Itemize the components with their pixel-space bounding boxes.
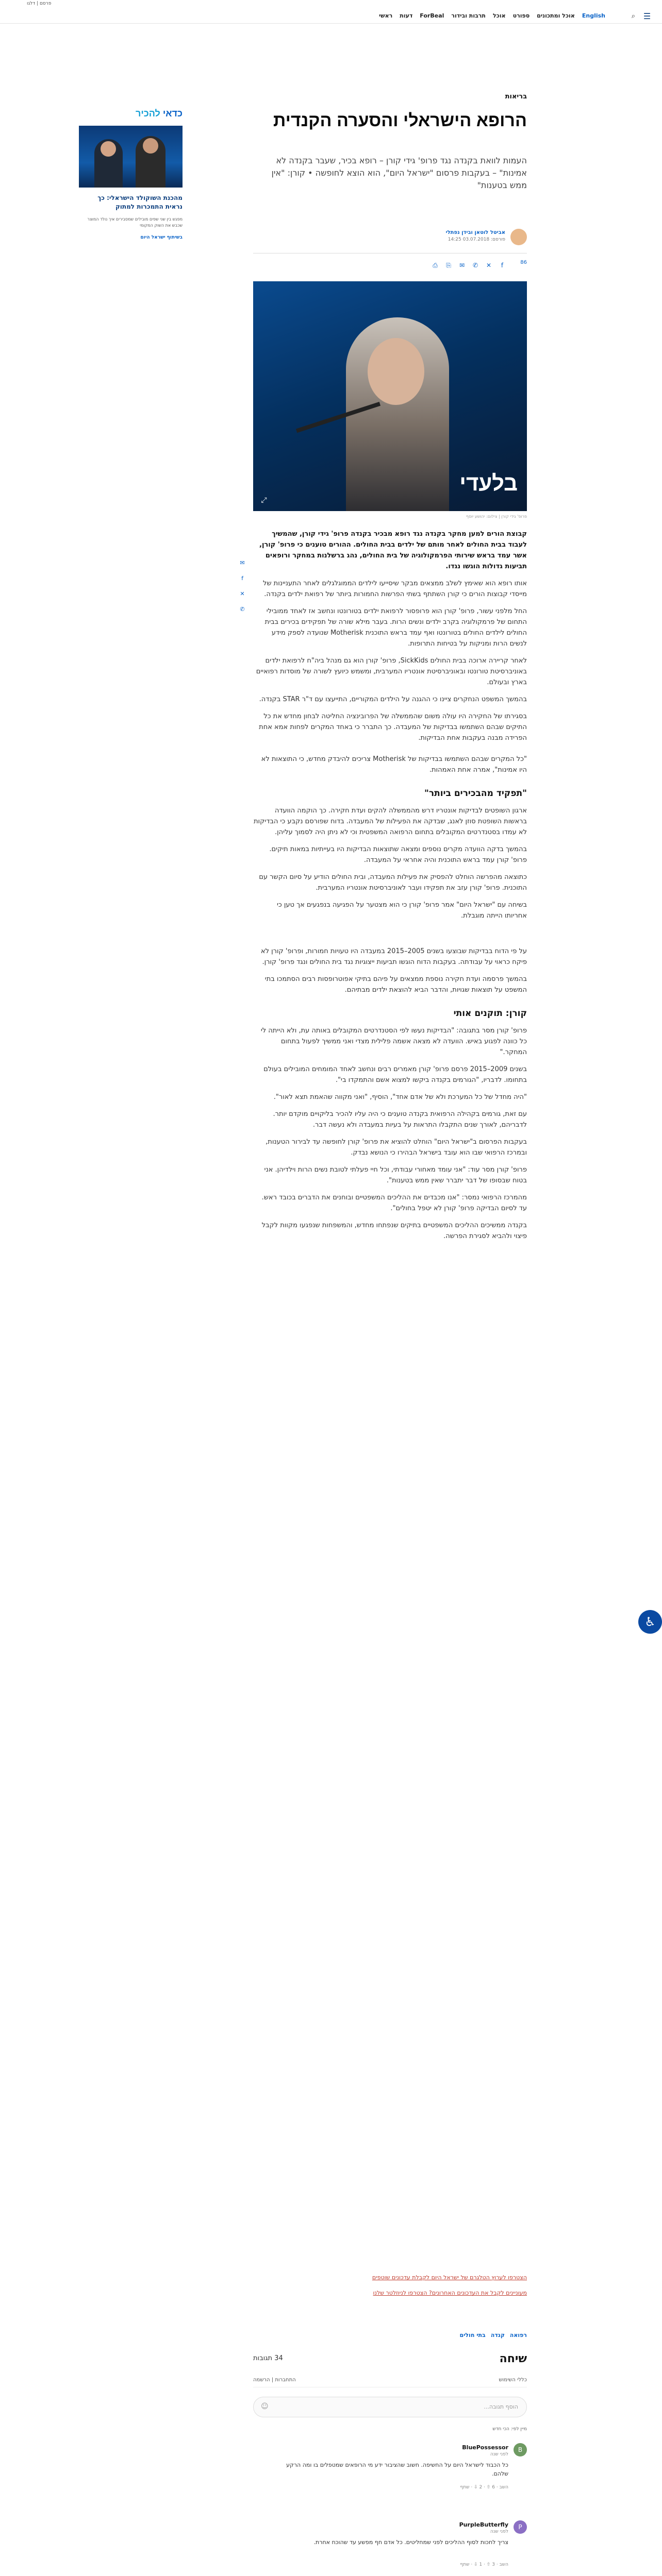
whatsapp-share-icon[interactable]: ✆ <box>472 262 478 269</box>
commenter-name[interactable]: BluePossessor <box>462 2444 508 2451</box>
comment-date: לפני שנה <box>490 2452 508 2457</box>
extra-link[interactable]: הצטרפו לערוץ הטלגרם של ישראל היום לקבלת עדכונים שוטפים <box>372 2274 527 2281</box>
link-share-icon[interactable]: ⎘ <box>446 262 451 269</box>
emoji-icon[interactable]: ☺ <box>261 2402 269 2411</box>
hero-face <box>368 338 424 405</box>
hero-image[interactable] <box>253 281 527 511</box>
article-paragraph: בקנדה ממשיכים ההליכים המשפטיים בתיקים שנפתחו מחדש, והמשפחות שנפגעו מקוות לקבל פיצוי ולהביא לסגירת הפרשה. <box>261 1222 527 1240</box>
comments-sort[interactable]: מיין לפי: הכי חדש <box>492 2427 527 2432</box>
article-paragraph: פרופ' קורן מסר בתגובה: "הבדיקות נעשו לפי הסטנדרטים המקובלים באותה עת, ולא הייתה לי כל כוונה לפגוע באיש. הוועדה לא מצאה אשמה פלילית מצדי ואני ממשיך לפעול בתחום המחקר." <box>260 1027 527 1056</box>
page <box>0 24 662 2576</box>
comment-text: צריך לחכות לסוף ההליכים לפני שמחליטים. כל אדם חף מפשע עד שהוכח אחרת. <box>313 2539 508 2546</box>
article-paragraph: בשנים 2009–2015 פרסם פרופ' קורן מאמרים רבים ונחשב לאחד המומחים המובילים בעולם בתחומו. לדבריו, "הגורמים בקנדה ביקשו למצוא אשם והתמקדו בי". <box>263 1065 527 1084</box>
article-paragraph: בעקבות הפרסום ב"ישראל היום" הוחלט להוציא את פרופ' קורן לחופשה עד לבירור הטענות, ובמרכז הרפואי שבו הוא עובד בישראל הבהירו כי הנושא נבדק. <box>266 1138 527 1157</box>
tag-link[interactable]: רפואה <box>509 2332 527 2338</box>
facebook-share-icon[interactable]: f <box>501 262 504 269</box>
twitter-icon[interactable]: ✕ <box>240 590 245 597</box>
sidebar-kicker-b: להכיר <box>135 108 160 118</box>
comment-date: לפני שנה <box>490 2529 508 2534</box>
menu-icon[interactable]: ☰ <box>643 11 651 21</box>
nav-item-5[interactable]: ForBeal <box>420 12 444 19</box>
commenter-avatar[interactable]: P <box>514 2520 527 2534</box>
tag-link[interactable]: בתי חולים <box>459 2332 486 2338</box>
expand-icon[interactable]: ⤢ <box>261 496 267 504</box>
whatsapp-icon[interactable]: ✆ <box>240 606 245 613</box>
sidebar-promo-title[interactable]: מהכנת השוקולד הישראלי: כך נראית התמכרות למתוק <box>97 194 183 210</box>
facebook-icon[interactable]: f <box>241 575 243 582</box>
print-icon[interactable]: ⎙ <box>433 262 438 269</box>
main-navbar <box>0 9 662 24</box>
article-paragraph: קבוצת הורים למען מחקר בקנדה נגד רופא מבכיר בקנדה פרופ' גידי קורן, שהמשיך לעבוד בבית החולים לאחר מותם של ילדים בבית החולים. ההורים טוענים כי פרופ' קורן, אשר עמד בראש שירותי הפרמקולוגיה של בית החולים, נהג ברשלנות במחקר ורופאים תביעות גדולות הוגשו נגדו. <box>259 530 527 570</box>
comments-count: 34 תגובות <box>253 2354 283 2362</box>
article-paragraph: בסגירתו של החקירה היו עולה משום שהממשלה של הפרובינציה החליטה לבחון מחדש את כל התיקים שבהם השתמשו בבדיקות של המעבדה. כך התברר כי באחד המקרים לפחות אמא אחת הפרידה מבנה בעקבות אחת הבדיקות. <box>259 713 527 742</box>
accessibility-icon[interactable]: ♿ <box>638 1610 662 1634</box>
nav-item-1[interactable]: אוכל ומתכונים <box>537 12 575 19</box>
article-paragraph: החל מלפני עשור, פרופ' קורן הוא פרופסור לרפואת ילדים בטורונטו ונחשב אז לאחד ממובילי התחום של פרמקולוגיה בקרב ילדים ונשים הרות. בעבר מילא שורה של תפקידים בכירים בבית החולים לילדים החולים בטורונטו ואף עמד בראש התוכנית Motherisk שנועדה לספק מידע לנשים הרות ומניקות על בטיחות התרופות. <box>264 607 527 648</box>
comment-item <box>253 2520 527 2576</box>
sidebar-promo-desc: מפגש בין שני שפים מובילים שמסבירים איך נולד המוצר שכבש את השוק המקומי <box>87 217 183 228</box>
email-share-icon[interactable]: ✉ <box>459 262 465 269</box>
exclusive-tag: בלעדי <box>459 471 518 495</box>
paragraphs-b <box>253 805 527 921</box>
tag-link[interactable]: קנדה <box>490 2332 505 2338</box>
article-paragraph: בהמשך המשפט הנחקרים ציינו כי ההגנה על הילדים המקוריים, התייעצו עם ד"ר STAR בקנדה. <box>259 696 527 703</box>
paragraphs-d <box>253 1025 527 1242</box>
breadcrumb[interactable]: בריאות <box>505 93 527 100</box>
sidebar-promo-image[interactable] <box>79 126 183 188</box>
commenter-avatar[interactable]: B <box>514 2443 527 2456</box>
article-paragraph: ארגון השופטים לבדיקות אונטריו דרש מהממשלה להקים ועדת חקירה. כך הוקמה הוועדה בראשות השופטת סוזן לאנג, שבדקה את הפעילות של המעבדה. בדוח שפורסם נקבע כי הבדיקות לא עמדו בסטנדרטים המקובלים בתחום הרפואה המשפטית וכי לא ניתן היה לסמוך עליהן. <box>254 807 527 836</box>
article-quote: "כל המקרים שבהם השתמשו בבדיקות של Motherisk צריכים להיבדק מחדש, כי התוצאות לא היו אמינות", אמרה אחת האמהות. <box>261 755 527 774</box>
top-strip <box>0 0 662 9</box>
sidebar-kicker <box>136 108 183 119</box>
article-paragraph: מהמרכז הרפואי נמסר: "אנו מכבדים את ההליכים המשפטיים ובוחנים את הדברים בכובד ראש. עד לסיום הבדיקה פרופ' קורן לא יטפל בחולים". <box>261 1194 527 1212</box>
article-paragraph: לאחר קריירה ארוכה בבית החולים SickKids, פרופ' קורן הוא גם מנהל ביה"ח לרפואת ילדים באוניברסיטת טורונטו ובאוניברסיטת אונטריו המערבית, ומשמש כיועץ לשורה של מוסדות רפואיים בארץ ובעולם. <box>256 657 527 686</box>
paragraphs-a <box>253 529 527 743</box>
publish-date: פורסם: 03.07.2018 14:25 <box>448 237 505 242</box>
commenter-name[interactable]: PurpleButterfly <box>459 2521 508 2528</box>
article-headline: הרופא הישראלי והסערה הקנדית <box>273 111 527 130</box>
sidebar-kicker-a: כדאי <box>160 108 183 118</box>
comments-title: שיחה <box>499 2352 527 2365</box>
article-paragraph: בהמשך בדקה הוועדה מקרים נוספים ומצאה שתוצאות הבדיקות היו בעייתיות במאות תיקים. פרופ' קורן עמד בראש התוכנית והיה אחראי על המעבדה. <box>269 845 527 864</box>
article-body <box>253 529 527 1248</box>
extra-link[interactable]: מעוניינים לקבל את העדכונים האחרונים? הצטרפו לניוזלטר שלנו <box>373 2290 527 2296</box>
article-paragraph: בהמשך פרסמה ועדת חקירה נוספת ממצאים על פיהם בתיקי אפוטרופסות רבים הסתמכו בתי המשפט על תוצאות שגויות, והדבר הביא להוצאת ילדים מבתיהם. <box>264 975 527 994</box>
author-name[interactable]: אביטל לוטאן ובידן נפתלי <box>445 230 505 235</box>
subheading-2: קורן: תוקנים אותי <box>453 1008 527 1019</box>
search-icon[interactable]: ⌕ <box>631 12 635 20</box>
comment-text: כל הכבוד לישראל היום על החשיפה. חשוב שהציבור ידע מי הרופאים שמטפלים בו ומה הרקע שלהם. <box>286 2462 508 2477</box>
nav-item-4[interactable]: תרבות ובידור <box>451 12 486 19</box>
comments-section <box>253 2352 527 2567</box>
article-tags <box>253 2332 527 2338</box>
article-paragraph: כתוצאה מהפרשה הוחלט להפסיק את פעילות המעבדה, ובית החולים הודיע על סיום הקשר עם התוכנית. פרופ' קורן עזב את תפקידו ועבר לאוניברסיטת אונטריו המערבית. <box>259 873 527 892</box>
comments-rules-link[interactable]: כללי השימוש <box>499 2377 527 2383</box>
article-paragraph: בשיחה עם "ישראל היום" אמר פרופ' קורן כי הוא מצטער על הפגיעה בנפגעים אך טען כי אחריותו הייתה מוגבלת. <box>276 901 527 920</box>
article-paragraph: עם זאת, גורמים בקהילה הרפואית בקנדה טוענים כי היה עליו להכיר בליקויים מוקדם יותר. לדבריהם, לאורך שנים התקבלו התראות על בעיות במעבדה ולא נעשה דבר. <box>273 1110 527 1129</box>
vertical-share-bar <box>238 560 246 621</box>
email-icon[interactable]: ✉ <box>240 560 245 566</box>
promo-face-right <box>143 138 158 154</box>
image-credit: פרופ' גידי קורן | צילום: יהושע יוסף <box>466 514 527 519</box>
twitter-share-icon[interactable]: ✕ <box>486 262 492 269</box>
nav-item-2[interactable]: ספורט <box>512 12 530 19</box>
nav-items <box>379 12 605 19</box>
subheading-1: "תפקיד מהבכירים ביותר" <box>424 788 527 799</box>
author-row <box>253 228 527 253</box>
paragraphs-c <box>253 946 527 995</box>
article-subhead: העמות לוואת בקנדה נגד פרופ' גידי קורן – רופא בכיר, שעבר בקנדה לא אמינות" – בעקבות פרסום "ישראל היום", הוא הוצא לחופשה • קורן: "אין ממש בטענות" <box>271 156 527 190</box>
nav-item-6[interactable]: דעות <box>400 12 413 19</box>
comment-item <box>253 2443 527 2500</box>
nav-item-3[interactable]: אוכל <box>492 12 506 19</box>
comment-actions[interactable]: השב · 6 ⇧ · 2 ⇩ · שתף <box>460 2485 508 2490</box>
article-paragraph: "היה מחדל של כל המערכת ולא של אדם אחד", הוסיף, "ואני מקווה שהאמת תצא לאור". <box>273 1093 527 1101</box>
promo-face-left <box>101 141 116 157</box>
comment-placeholder: הוסף תגובה... <box>484 2403 518 2410</box>
share-row <box>253 259 527 271</box>
nav-item-0[interactable]: English <box>582 12 605 19</box>
top-mini-links[interactable]: פרסם | דלגו <box>27 1 52 6</box>
share-count: 86 <box>520 260 527 265</box>
comments-login-link[interactable]: התחברות | הרשמה <box>253 2377 296 2383</box>
nav-item-7[interactable]: ראשי <box>378 12 393 19</box>
comments-bar <box>253 2375 527 2387</box>
comment-input[interactable] <box>253 2397 527 2417</box>
extra-links <box>253 2273 527 2304</box>
article-paragraph: על פי הדוח בבדיקות שבוצעו בשנים 2005–2015 במעבדה היו טעויות חמורות, ופרופ' קורן לא פיקח כראוי על עבודתה. בעקבות הדוח הוגשו תביעות ייצוגיות נגד בית החולים ונגד פרופ' קורן. <box>260 947 527 966</box>
comment-actions[interactable]: השב · 3 ⇧ · 1 ⇩ · שתף <box>460 2562 508 2567</box>
article-paragraph: פרופ' קורן מסר עוד: "אני עומד מאחורי עבודתי, וכל חיי פעלתי לטובת נשים הרות וילדיהן. אני בטוח שבסופו של דבר יתברר שאין ממש בטענות". <box>264 1166 527 1184</box>
sidebar-promo-link[interactable]: בשיתוף ישראל היום <box>140 235 183 240</box>
article-paragraph: אותו רופא הוא שאימץ לשלב ממצאים מבקר שיסייעו לילדים הממוגלגלים לאחר התעניינות של מייסדי קבוצות הורים כי קורן השתתף בשתי הפרשות החמורות ביותר של רפואת ילדים בקנדה. <box>262 580 527 598</box>
author-avatar[interactable] <box>510 229 527 245</box>
